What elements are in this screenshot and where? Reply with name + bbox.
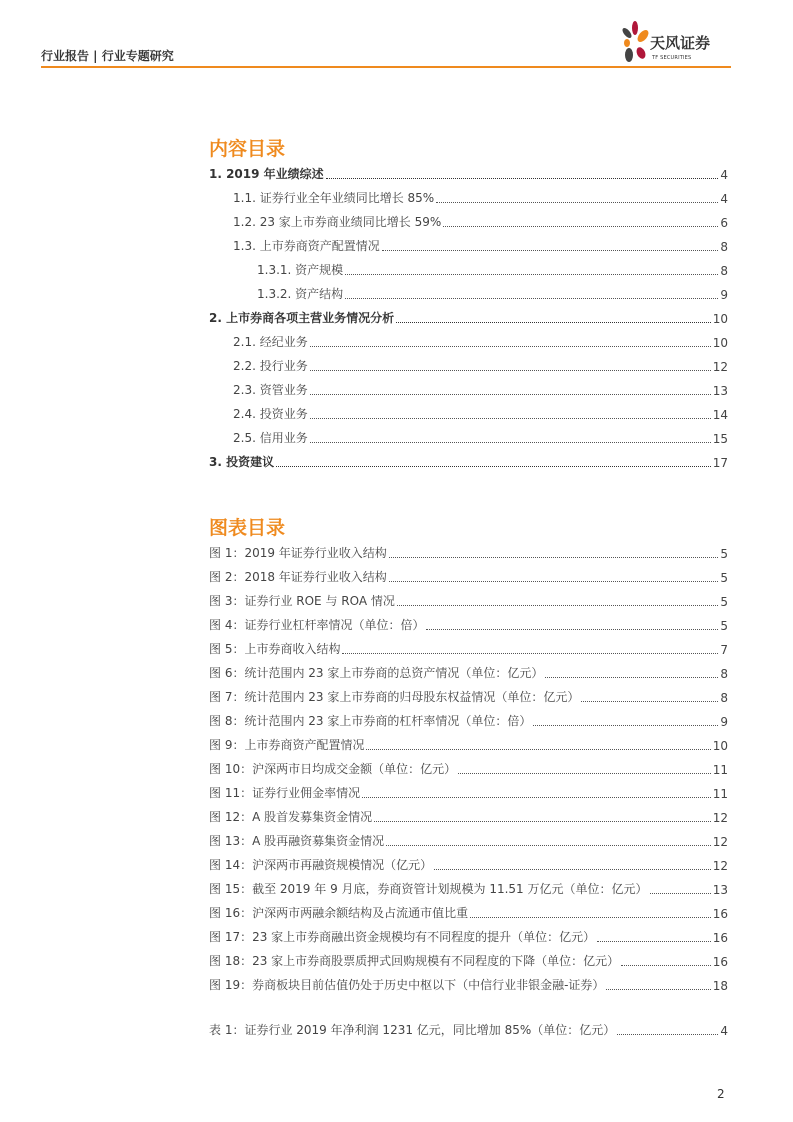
entry-page: 12 (712, 835, 728, 849)
entry-title: 图 6：统计范围内 23 家上市券商的总资产情况（单位：亿元） (209, 666, 544, 680)
entry-title: 图 19：券商板块目前估值仍处于历史中枢以下（中信行业非银金融-证券） (209, 978, 605, 992)
report-category: 行业报告 | 行业专题研究 (41, 49, 174, 63)
entry-title: 图 18：23 家上市券商股票质押式回购规模有不同程度的下降（单位：亿元） (209, 954, 620, 968)
toc-entry[interactable] (209, 783, 728, 801)
dot-leader (342, 653, 718, 654)
entry-page: 16 (712, 907, 728, 921)
entry-page: 12 (712, 811, 728, 825)
toc-entry[interactable] (209, 759, 728, 777)
entry-page: 10 (712, 336, 728, 350)
entry-title: 2.5. 信用业务 (233, 431, 308, 445)
entry-page: 9 (720, 288, 728, 302)
dot-leader (443, 226, 718, 227)
toc-entry[interactable] (209, 308, 728, 326)
toc-entry[interactable] (209, 831, 728, 849)
company-logo (620, 26, 735, 66)
toc-entry[interactable] (209, 975, 728, 993)
entry-page: 7 (720, 643, 728, 657)
toc-entry[interactable] (233, 212, 728, 230)
toc-entry[interactable] (209, 663, 728, 681)
entry-title: 图 15：截至 2019 年 9 月底，券商资管计划规模为 11.51 万亿元（单位：亿元） (209, 882, 648, 896)
header-divider (41, 66, 731, 68)
toc-entry[interactable] (209, 591, 728, 609)
dot-leader (276, 466, 711, 467)
dot-leader (650, 893, 711, 894)
entry-page: 4 (720, 168, 728, 182)
toc-entry[interactable] (209, 807, 728, 825)
toc-entry[interactable] (233, 236, 728, 254)
entry-title: 1.3.2. 资产结构 (257, 287, 344, 301)
dot-leader (621, 965, 711, 966)
entry-title: 图 14：沪深两市再融资规模情况（亿元） (209, 858, 433, 872)
dot-leader (545, 677, 718, 678)
dot-leader (310, 442, 711, 443)
entry-page: 16 (712, 931, 728, 945)
entry-page: 10 (712, 312, 728, 326)
entry-page: 5 (720, 571, 728, 585)
entry-title: 2.1. 经纪业务 (233, 335, 308, 349)
entry-page: 4 (720, 192, 728, 206)
entry-title: 2. 上市券商各项主营业务情况分析 (209, 311, 395, 325)
entry-title: 2.3. 资管业务 (233, 383, 308, 397)
entry-title: 2.4. 投资业务 (233, 407, 308, 421)
toc-entry[interactable] (209, 615, 728, 633)
entry-title: 图 3：证券行业 ROE 与 ROA 情况 (209, 594, 395, 608)
entry-title: 1.1. 证券行业全年业绩同比增长 85% (233, 191, 435, 205)
toc-entry[interactable] (209, 687, 728, 705)
entry-title: 图 8：统计范围内 23 家上市券商的杠杆率情况（单位：倍） (209, 714, 532, 728)
dot-leader (606, 989, 710, 990)
dot-leader (597, 941, 711, 942)
entry-page: 12 (712, 859, 728, 873)
dot-leader (374, 821, 711, 822)
dot-leader (310, 346, 711, 347)
entry-title: 图 10：沪深两市日均成交金额（单位：亿元） (209, 762, 457, 776)
entry-title: 图 13：A 股再融资募集资金情况 (209, 834, 385, 848)
toc-entry[interactable] (233, 356, 728, 374)
entry-page: 11 (712, 763, 728, 777)
entry-page: 15 (712, 432, 728, 446)
dot-leader (362, 797, 711, 798)
toc-entry[interactable] (209, 567, 728, 585)
dot-leader (386, 845, 711, 846)
logo-text: 天风证券 (650, 34, 711, 52)
toc-entry[interactable] (209, 879, 728, 897)
entry-title: 图 16：沪深两市两融余额结构及占流通市值比重 (209, 906, 469, 920)
dot-leader (436, 202, 718, 203)
entry-title: 图 17：23 家上市券商融出资金规模均有不同程度的提升（单位：亿元） (209, 930, 596, 944)
dot-leader (389, 557, 719, 558)
entry-title: 1.3. 上市券商资产配置情况 (233, 239, 380, 253)
toc-entry[interactable] (257, 260, 728, 278)
dot-leader (533, 725, 718, 726)
dot-leader (397, 605, 719, 606)
entry-title: 3. 投资建议 (209, 455, 275, 469)
dot-leader (396, 322, 711, 323)
entry-page: 9 (720, 715, 728, 729)
entry-title: 图 11：证券行业佣金率情况 (209, 786, 361, 800)
toc-entry[interactable] (209, 1020, 728, 1038)
dot-leader (617, 1034, 718, 1035)
entry-page: 14 (712, 408, 728, 422)
toc-entry[interactable] (233, 404, 728, 422)
toc-entry[interactable] (209, 711, 728, 729)
toc-entry[interactable] (233, 188, 728, 206)
entry-title: 1. 2019 年业绩综述 (209, 167, 324, 181)
entry-page: 18 (712, 979, 728, 993)
toc-entry[interactable] (209, 927, 728, 945)
toc-entry[interactable] (233, 428, 728, 446)
entry-title: 图 4：证券行业杠杆率情况（单位：倍） (209, 618, 425, 632)
toc-title: 内容目录 (209, 138, 286, 160)
dot-leader (345, 298, 718, 299)
entry-page: 16 (712, 955, 728, 969)
entry-title: 2.2. 投行业务 (233, 359, 308, 373)
entry-page: 13 (712, 883, 728, 897)
toc-entry[interactable] (209, 735, 728, 753)
dot-leader (366, 749, 710, 750)
dot-leader (326, 178, 719, 179)
entry-page: 4 (720, 1024, 728, 1038)
figures-title: 图表目录 (209, 517, 286, 539)
toc-entry[interactable] (209, 903, 728, 921)
entry-page: 8 (720, 240, 728, 254)
dot-leader (310, 418, 711, 419)
toc-entry[interactable] (209, 452, 728, 470)
toc-entry[interactable] (209, 164, 728, 182)
entry-page: 5 (720, 595, 728, 609)
toc-entry[interactable] (209, 951, 728, 969)
toc-entry[interactable] (209, 543, 728, 561)
entry-page: 8 (720, 264, 728, 278)
page-number: 2 (717, 1087, 725, 1101)
entry-title: 图 1：2019 年证券行业收入结构 (209, 546, 387, 560)
entry-title: 图 7：统计范围内 23 家上市券商的归母股东权益情况（单位：亿元） (209, 690, 580, 704)
toc-entry[interactable] (209, 639, 728, 657)
entry-title: 表 1：证券行业 2019 年净利润 1231 亿元，同比增加 85%（单位：亿元） (209, 1023, 616, 1037)
entry-page: 17 (712, 456, 728, 470)
entry-title: 1.3.1. 资产规模 (257, 263, 344, 277)
dot-leader (470, 917, 711, 918)
entry-page: 13 (712, 384, 728, 398)
entry-title: 图 5：上市券商收入结构 (209, 642, 341, 656)
dot-leader (434, 869, 711, 870)
entry-page: 5 (720, 547, 728, 561)
dot-leader (389, 581, 719, 582)
dot-leader (426, 629, 718, 630)
toc-entry[interactable] (233, 380, 728, 398)
dot-leader (382, 250, 719, 251)
entry-page: 8 (720, 667, 728, 681)
toc-entry[interactable] (233, 332, 728, 350)
dot-leader (345, 274, 718, 275)
entry-page: 5 (720, 619, 728, 633)
entry-title: 图 9：上市券商资产配置情况 (209, 738, 365, 752)
dot-leader (310, 394, 711, 395)
entry-title: 图 12：A 股首发募集资金情况 (209, 810, 373, 824)
entry-title: 图 2：2018 年证券行业收入结构 (209, 570, 387, 584)
dot-leader (310, 370, 711, 371)
dot-leader (581, 701, 718, 702)
logo-english-text: TF SECURITIES (652, 55, 692, 61)
logo-petals-icon (620, 20, 650, 64)
entry-page: 8 (720, 691, 728, 705)
dot-leader (458, 773, 711, 774)
toc-entry[interactable] (209, 855, 728, 873)
entry-page: 12 (712, 360, 728, 374)
entry-page: 10 (712, 739, 728, 753)
entry-title: 1.2. 23 家上市券商业绩同比增长 59% (233, 215, 442, 229)
entry-page: 6 (720, 216, 728, 230)
entry-page: 11 (712, 787, 728, 801)
toc-entry[interactable] (257, 284, 728, 302)
